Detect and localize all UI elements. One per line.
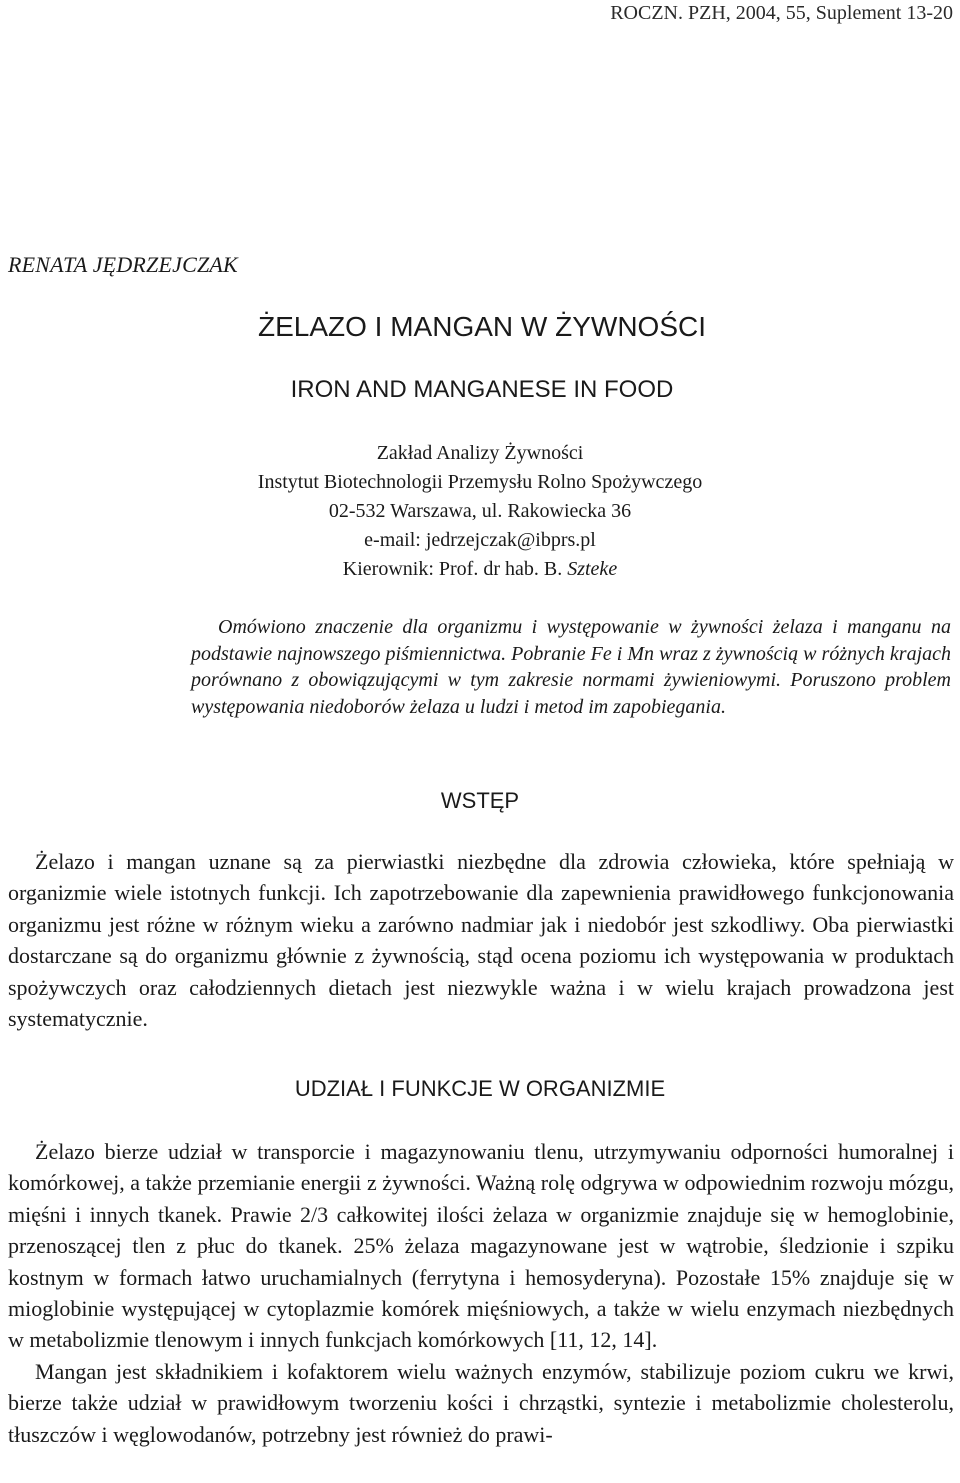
affiliation-block <box>0 439 960 584</box>
head-prefix: Kierownik: Prof. dr hab. B. <box>342 558 563 580</box>
affiliation-institute: Instytut Biotechnologii Przemysłu Rolno Spożywczego <box>257 471 703 493</box>
affiliation-email: e-mail: jedrzejczak@ibprs.pl <box>364 529 596 551</box>
author-name: RENATA JĘDRZEJCZAK <box>8 252 238 277</box>
running-header: ROCZN. PZH, 2004, 55, Suplement 13-20 <box>610 2 953 24</box>
article-title: ŻELAZO I MANGAN W ŻYWNOŚCI <box>257 311 706 342</box>
function-paragraph-iron: Żelazo bierze udział w transporcie i magazynowaniu tlenu, utrzymywaniu odporności humoralnej i komórkowej, a także przemianie energii z żywności. Ważną rolę odgrywa w odpowiednim rozwoju mózgu, mięśni i innych tkanek. Prawie 2/3 całkowitej ilości żelaza w organizmie znajduje się w hemoglobinie, przenoszącej tlen z płuc do tkanek. 25% żelaza magazynowane jest w wątrobie, śledzionie i szpiku kostnym w formach łatwo uruchamialnych (ferrytyna i hemosyderyna). Pozostałe 15% znajduje się w mioglobinie występującej w cytoplazmie komórek mięśniowych, a także w wielu enzymach niezbędnych w metabolizmie tlenowym i innych funkcjach komórkowych [11, 12, 14]. <box>8 1139 954 1353</box>
section-heading-function: UDZIAŁ I FUNKCJE W ORGANIZMIE <box>294 1076 666 1101</box>
section-intro-body <box>8 846 954 1034</box>
function-paragraph-manganese: Mangan jest składnikiem i kofaktorem wielu ważnych enzymów, stabilizuje poziom cukru we krwi, bierze także udział w prawidłowym tworzeniu kości i chrząstki, syntezie i metabolizmie cholesterolu, tłuszczów i węglowodanów, potrzebny jest również do prawi- <box>8 1358 954 1447</box>
abstract-text: Omówiono znaczenie dla organizmu i występowanie w żywności żelaza i manganu na podstawie najnowszego piśmiennictwa. Pobranie Fe i Mn wraz z żywnością w różnych krajach porównano z obowiązującymi w tym zakresie normami żywieniowymi. Poruszono problem występowania niedoborów żelaza u ludzi i metod im zapobiegania. <box>191 616 951 718</box>
affiliation-address: 02-532 Warszawa, ul. Rakowiecka 36 <box>328 500 632 522</box>
abstract <box>191 614 951 720</box>
article-title-english: IRON AND MANGANESE IN FOOD <box>290 376 674 403</box>
affiliation-department: Zakład Analizy Żywności <box>376 442 584 464</box>
section-heading-intro: WSTĘP <box>440 788 520 813</box>
affiliation-head <box>0 555 960 584</box>
section-function-body <box>8 1136 954 1450</box>
head-name: Szteke <box>567 558 618 580</box>
intro-paragraph: Żelazo i mangan uznane są za pierwiastki niezbędne dla zdrowia człowieka, które spełniają w organizmie wiele istotnych funkcji. Ich zapotrzebowanie dla zapewnienia prawidłowego funkcjonowania organizmu jest różne w różnym wieku a zarówno nadmiar jak i niedobór jest szkodliwy. Oba pierwiastki dostarczane są do organizmu głównie z żywnością, stąd ocena poziomu ich występowania w produktach spożywczych oraz całodziennych dietach jest niezwykle ważna i w wielu krajach prowadzona jest systematycznie. <box>8 849 954 1032</box>
